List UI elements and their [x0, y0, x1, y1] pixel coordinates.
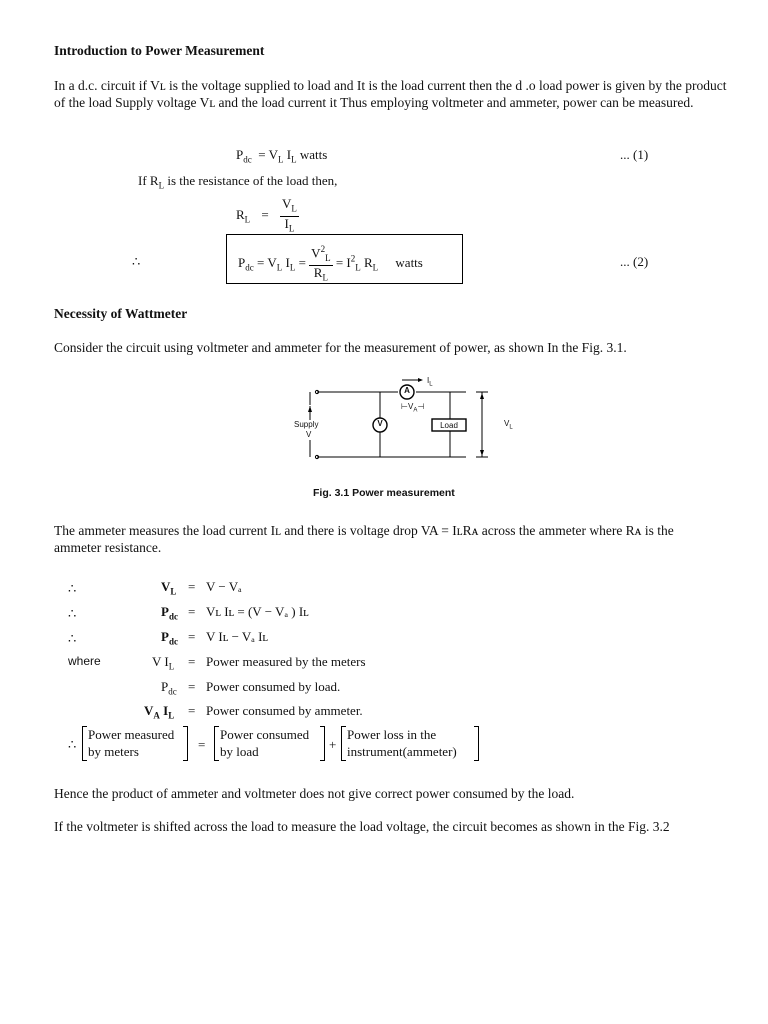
definition-3-lhs: $V_A$ $I_L$	[144, 703, 175, 721]
bracket-3-left	[341, 726, 346, 761]
definition-2-lhs: $P_{dc}$	[161, 679, 177, 697]
derivation-2-lhs: $P_{dc}$	[161, 604, 178, 622]
bracket-equation-plus: +	[329, 737, 337, 752]
bracket-3-content: Power loss in the instrument(ammeter)	[347, 727, 457, 759]
derivation-2-rhs: Vʟ Iʟ = (V − Vₐ ) Iʟ	[206, 604, 309, 619]
paragraph-next-figure: If the voltmeter is shifted across the load to measure the load voltage, the circuit becomes as shown in the Fig. 3.2	[54, 819, 670, 834]
voltmeter-symbol: V	[377, 419, 383, 428]
therefore-symbol: ∴	[132, 254, 141, 269]
derivation-2-symbol: ∴	[68, 606, 77, 621]
load-label: Load	[440, 421, 458, 430]
derivation-3-rhs: V Iʟ − Vₐ Iʟ	[206, 629, 269, 644]
definition-3-equals: =	[188, 703, 196, 718]
ammeter-voltage-drop-label: $⊢V_A⊣$	[401, 402, 425, 414]
circuit-diagram	[290, 375, 510, 475]
derivation-3-lhs: $P_{dc}$	[161, 629, 178, 647]
section-heading-intro: Introduction to Power Measurement	[54, 43, 265, 58]
definition-2-rhs: Power consumed by load.	[206, 679, 341, 694]
definition-2-equals: =	[188, 679, 196, 694]
derivation-3-symbol: ∴	[68, 631, 77, 646]
paragraph-intro: In a d.c. circuit if Vʟ is the voltage supplied to load and It is the load current then the d .o load power is given by the product of the load Supply voltage Vʟ and the load current it Thus employing voltmeter and ammeter, power can be measured.	[54, 78, 727, 110]
equation-1-number: ... (1)	[620, 147, 649, 162]
bracket-3-right	[474, 726, 479, 761]
section-heading-wattmeter: Necessity of Wattmeter	[54, 306, 188, 321]
derivation-3-equals: =	[188, 629, 196, 644]
equation-2: $P_{dc} = V_L$ $I_L$ = $\frac{V^2_L}{R_L}$ = $I^2_L$ $R_L$ watts	[238, 244, 423, 283]
bracket-2-right	[320, 726, 325, 761]
equation-resistance: $R_L$ = $\frac{V_L}{I_L}$	[236, 196, 297, 234]
bracket-2-left	[214, 726, 219, 761]
bracket-2-content: Power consumed by load	[220, 727, 310, 759]
definition-1-lhs: V $I_L$	[152, 654, 175, 672]
load-voltage-label: $V_L$	[504, 419, 513, 431]
equation-1: $P_{dc} = V_L$ $I_L$ watts	[236, 147, 328, 165]
ammeter-symbol: A	[404, 386, 410, 395]
bracket-1-left	[82, 726, 87, 761]
bracket-equation-equals: =	[198, 737, 206, 752]
bracket-1-content: Power measured by meters	[88, 727, 175, 759]
definition-3-rhs: Power consumed by ammeter.	[206, 703, 363, 718]
supply-voltage-label: V	[306, 430, 312, 439]
where-label: where	[68, 654, 101, 668]
bracket-1-right	[183, 726, 188, 761]
derivation-1-equals: =	[188, 579, 196, 594]
figure-caption: Fig. 3.1 Power measurement	[313, 487, 455, 499]
bracket-equation-therefore: ∴	[68, 737, 77, 752]
paragraph-circuit: Consider the circuit using voltmeter and ammeter for the measurement of power, as shown In the Fig. 3.1.	[54, 340, 627, 355]
paragraph-ammeter: The ammeter measures the load current Iʟ and there is voltage drop VA = IʟRᴀ across the ammeter where Rᴀ is the ammeter resistance.	[54, 523, 674, 555]
paragraph-conclusion: Hence the product of ammeter and voltmeter does not give correct power consumed by the load.	[54, 786, 575, 801]
derivation-2-equals: =	[188, 604, 196, 619]
supply-label: Supply	[294, 420, 319, 429]
resistance-statement: If $R_L$ is the resistance of the load then,	[138, 173, 338, 191]
definition-1-equals: =	[188, 654, 196, 669]
derivation-1-symbol: ∴	[68, 581, 77, 596]
derivation-1-rhs: V − Vₐ	[206, 579, 242, 594]
definition-1-rhs: Power measured by the meters	[206, 654, 366, 669]
equation-2-number: ... (2)	[620, 254, 649, 269]
circuit-current-label: $I_L$	[427, 376, 433, 388]
derivation-1-lhs: $V_L$	[161, 579, 177, 597]
